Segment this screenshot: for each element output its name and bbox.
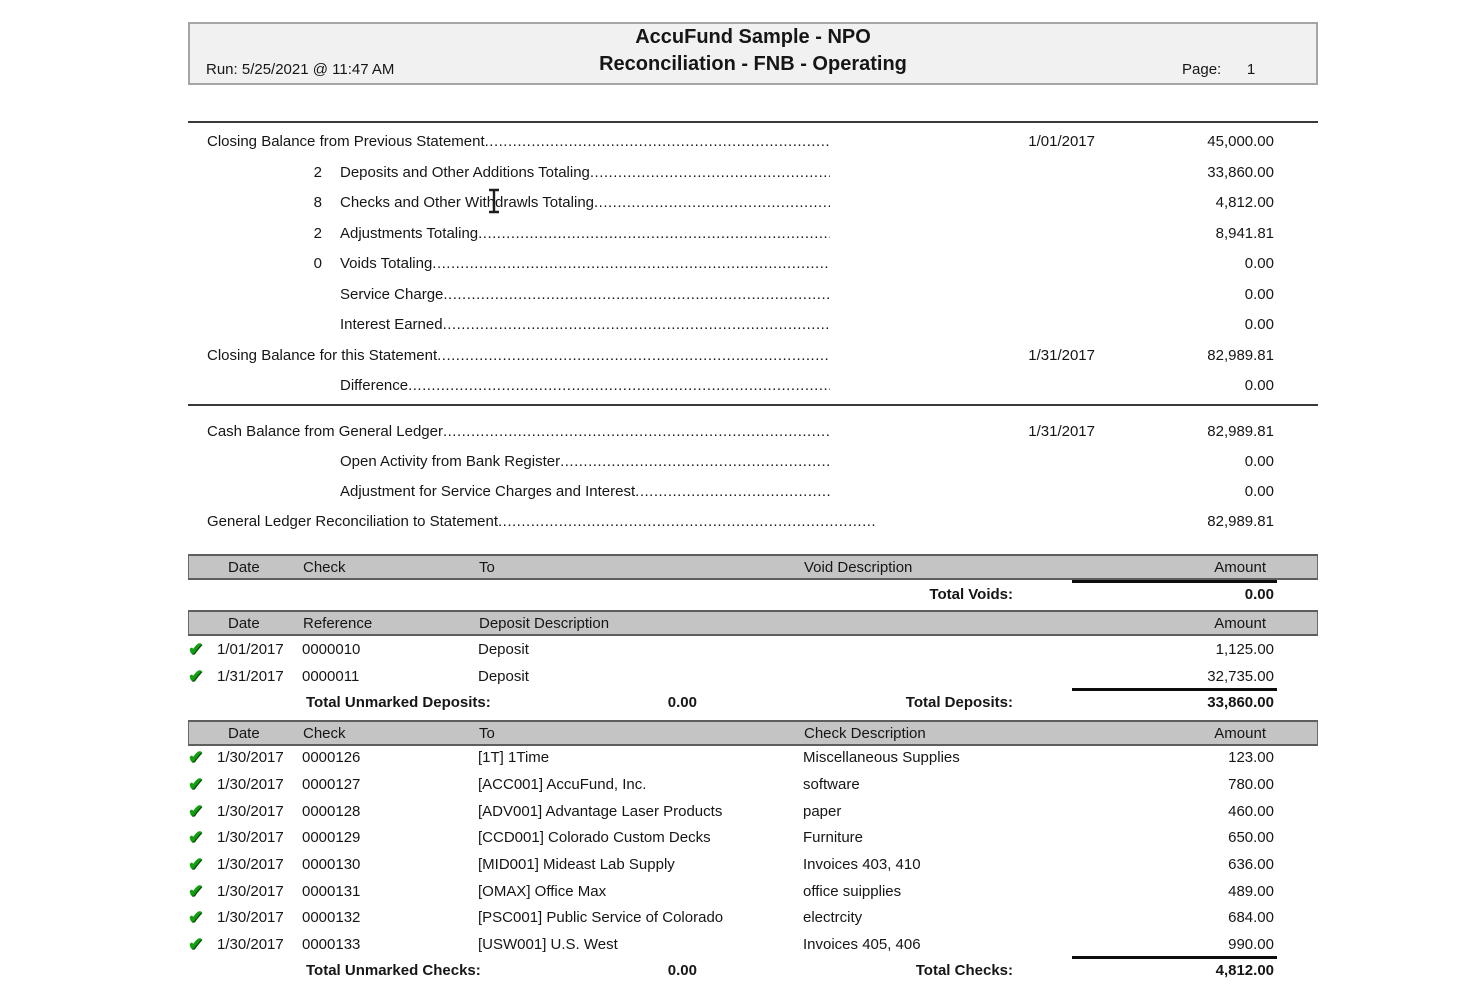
summary-row — [188, 131, 1318, 155]
cell-reference: 0000010 — [302, 641, 361, 658]
cell-amount: 32,735.00 — [1207, 668, 1274, 685]
row-label: Closing Balance for this Statement — [207, 347, 438, 364]
dot-leader — [594, 192, 830, 214]
column-header-check: Check — [303, 559, 346, 576]
column-header-check: Check — [303, 725, 346, 742]
column-header-check-description: Check Description — [804, 725, 926, 742]
summary-row — [188, 314, 1318, 338]
dot-leader — [560, 451, 830, 473]
report-subtitle: Reconciliation - FNB - Operating — [599, 53, 907, 75]
check-row — [188, 827, 1318, 853]
marked-check-icon: ✔ — [188, 774, 204, 794]
column-header-void-description: Void Description — [804, 559, 913, 576]
section-divider — [188, 404, 1318, 406]
cell-date: 1/30/2017 — [217, 883, 284, 900]
row-label: Closing Balance from Previous Statement — [207, 133, 485, 150]
total-checks-amount: 4,812.00 — [1215, 962, 1274, 979]
row-amount: 33,860.00 — [1207, 164, 1274, 181]
total-rule — [1072, 956, 1277, 959]
cell-payee: [OMAX] Office Max — [478, 883, 607, 900]
cell-payee: [ACC001] AccuFund, Inc. — [478, 776, 647, 793]
cell-date: 1/30/2017 — [217, 749, 284, 766]
cell-check-number: 0000133 — [302, 936, 361, 953]
checks-table-header — [188, 720, 1318, 746]
total-rule — [1072, 580, 1277, 583]
row-amount: 0.00 — [1244, 316, 1274, 333]
row-amount: 82,989.81 — [1207, 513, 1274, 530]
row-count: 2 — [313, 164, 322, 181]
section-divider — [188, 121, 1318, 123]
cell-date: 1/31/2017 — [217, 668, 284, 685]
row-label: Adjustment for Service Charges and Interest — [340, 483, 636, 500]
summary-row — [188, 162, 1318, 186]
text-cursor-icon — [486, 188, 502, 214]
cell-payee: [MID001] Mideast Lab Supply — [478, 856, 675, 873]
column-header-reference: Reference — [303, 615, 373, 632]
cell-check-number: 0000130 — [302, 856, 361, 873]
cell-description: Miscellaneous Supplies — [803, 749, 960, 766]
ledger-row — [188, 511, 1318, 535]
cell-check-number: 0000131 — [302, 883, 361, 900]
column-header-amount: Amount — [1214, 725, 1266, 742]
row-label: Deposits and Other Additions Totaling — [340, 164, 590, 181]
row-count: 8 — [313, 194, 322, 211]
marked-check-icon: ✔ — [188, 827, 204, 847]
cell-date: 1/30/2017 — [217, 936, 284, 953]
marked-check-icon: ✔ — [188, 639, 204, 659]
cell-date: 1/30/2017 — [217, 776, 284, 793]
ledger-row — [188, 481, 1318, 505]
cell-date: 1/30/2017 — [217, 909, 284, 926]
summary-row — [188, 192, 1318, 216]
cell-description: electrcity — [803, 909, 863, 926]
run-timestamp: Run: 5/25/2021 @ 11:47 AM — [206, 61, 395, 78]
cell-amount: 123.00 — [1228, 749, 1274, 766]
cell-check-number: 0000129 — [302, 829, 361, 846]
cell-payee: [PSC001] Public Service of Colorado — [478, 909, 724, 926]
cell-amount: 1,125.00 — [1215, 641, 1274, 658]
column-header-date: Date — [228, 725, 260, 742]
cell-description: Invoices 403, 410 — [803, 856, 921, 873]
report-header — [188, 22, 1318, 85]
row-label: Voids Totaling — [340, 255, 433, 272]
check-row — [188, 801, 1318, 827]
row-amount: 0.00 — [1244, 483, 1274, 500]
check-row — [188, 747, 1318, 773]
dot-leader — [478, 223, 830, 245]
row-label: Adjustments Totaling — [340, 225, 479, 242]
dot-leader — [437, 345, 830, 367]
cell-amount: 684.00 — [1228, 909, 1274, 926]
cell-date: 1/01/2017 — [217, 641, 284, 658]
row-amount: 4,812.00 — [1215, 194, 1274, 211]
row-label: Difference — [340, 377, 409, 394]
check-row — [188, 774, 1318, 800]
cell-description: Deposit — [478, 668, 529, 685]
summary-row — [188, 253, 1318, 277]
row-label: General Ledger Reconciliation to Statement — [207, 513, 499, 530]
total-unmarked-checks-amount: 0.00 — [667, 962, 697, 979]
row-label: Cash Balance from General Ledger — [207, 423, 443, 440]
row-amount: 8,941.81 — [1215, 225, 1274, 242]
row-amount: 82,989.81 — [1207, 347, 1274, 364]
cell-amount: 990.00 — [1228, 936, 1274, 953]
voids-table-header — [188, 554, 1318, 580]
cell-description: software — [803, 776, 860, 793]
total-checks-label: Total Checks: — [915, 962, 1013, 979]
column-header-to: To — [479, 559, 495, 576]
row-label: Interest Earned — [340, 316, 443, 333]
cell-check-number: 0000126 — [302, 749, 361, 766]
marked-check-icon: ✔ — [188, 747, 204, 767]
total-deposits-amount: 33,860.00 — [1207, 694, 1274, 711]
dot-leader — [635, 481, 830, 503]
total-voids-label: Total Voids: — [929, 586, 1013, 603]
total-rule — [1072, 688, 1277, 691]
deposit-row — [188, 639, 1318, 665]
row-date: 1/31/2017 — [1028, 347, 1095, 364]
marked-check-icon: ✔ — [188, 934, 204, 954]
column-header-to: To — [479, 725, 495, 742]
dot-leader — [408, 375, 830, 397]
deposits-table-header — [188, 610, 1318, 636]
total-deposits-label: Total Deposits: — [905, 694, 1013, 711]
marked-check-icon: ✔ — [188, 854, 204, 874]
marked-check-icon: ✔ — [188, 907, 204, 927]
cell-description: Furniture — [803, 829, 864, 846]
column-header-date: Date — [228, 615, 260, 632]
column-header-date: Date — [228, 559, 260, 576]
deposits-footer-row — [188, 692, 1318, 716]
page-label: Page: — [1182, 61, 1222, 78]
cell-description: office suipplies — [803, 883, 902, 900]
marked-check-icon: ✔ — [188, 881, 204, 901]
cell-description: paper — [803, 803, 842, 820]
check-row — [188, 881, 1318, 907]
summary-row — [188, 375, 1318, 399]
dot-leader — [443, 421, 830, 443]
cell-reference: 0000011 — [302, 668, 360, 685]
row-label: Open Activity from Bank Register — [340, 453, 561, 470]
check-row — [188, 907, 1318, 933]
row-count: 0 — [313, 255, 322, 272]
cell-date: 1/30/2017 — [217, 856, 284, 873]
column-header-amount: Amount — [1214, 559, 1266, 576]
row-label: Service Charge — [340, 286, 444, 303]
row-date: 1/01/2017 — [1028, 133, 1095, 150]
cell-amount: 460.00 — [1228, 803, 1274, 820]
column-header-amount: Amount — [1214, 615, 1266, 632]
ledger-row — [188, 451, 1318, 475]
cell-check-number: 0000132 — [302, 909, 361, 926]
cell-check-number: 0000127 — [302, 776, 361, 793]
voids-total-row — [188, 584, 1318, 608]
row-amount: 0.00 — [1244, 255, 1274, 272]
cell-date: 1/30/2017 — [217, 829, 284, 846]
checks-footer-row — [188, 960, 1318, 984]
cell-description: Invoices 405, 406 — [803, 936, 921, 953]
summary-row — [188, 284, 1318, 308]
row-amount: 82,989.81 — [1207, 423, 1274, 440]
marked-check-icon: ✔ — [188, 801, 204, 821]
report-title: AccuFund Sample - NPO — [635, 26, 871, 48]
cell-description: Deposit — [478, 641, 529, 658]
cell-payee: [1T] 1Time — [478, 749, 550, 766]
row-count: 2 — [313, 225, 322, 242]
dot-leader — [432, 253, 830, 275]
cell-amount: 636.00 — [1228, 856, 1274, 873]
row-amount: 0.00 — [1244, 377, 1274, 394]
marked-check-icon: ✔ — [188, 666, 204, 686]
dot-leader — [443, 284, 830, 306]
check-row — [188, 854, 1318, 880]
cell-check-number: 0000128 — [302, 803, 361, 820]
ledger-row — [188, 421, 1318, 445]
cell-payee: [CCD001] Colorado Custom Decks — [478, 829, 711, 846]
dot-leader — [590, 162, 830, 184]
row-amount: 0.00 — [1244, 286, 1274, 303]
summary-row — [188, 223, 1318, 247]
total-unmarked-checks-label: Total Unmarked Checks: — [306, 962, 481, 979]
column-header-deposit-description: Deposit Description — [479, 615, 610, 632]
row-amount: 0.00 — [1244, 453, 1274, 470]
page-number: 1 — [1246, 61, 1256, 78]
cell-amount: 489.00 — [1228, 883, 1274, 900]
total-voids-amount: 0.00 — [1244, 586, 1274, 603]
dot-leader — [498, 511, 877, 533]
dot-leader — [443, 314, 830, 336]
row-date: 1/31/2017 — [1028, 423, 1095, 440]
cell-payee: [ADV001] Advantage Laser Products — [478, 803, 723, 820]
total-unmarked-deposits-amount: 0.00 — [667, 694, 697, 711]
row-amount: 45,000.00 — [1207, 133, 1274, 150]
dot-leader — [485, 131, 830, 153]
row-label: Checks and Other Withdrawls Totaling — [340, 194, 595, 211]
cell-payee: [USW001] U.S. West — [478, 936, 618, 953]
cell-amount: 650.00 — [1228, 829, 1274, 846]
total-unmarked-deposits-label: Total Unmarked Deposits: — [306, 694, 491, 711]
cell-date: 1/30/2017 — [217, 803, 284, 820]
cell-amount: 780.00 — [1228, 776, 1274, 793]
summary-row — [188, 345, 1318, 369]
